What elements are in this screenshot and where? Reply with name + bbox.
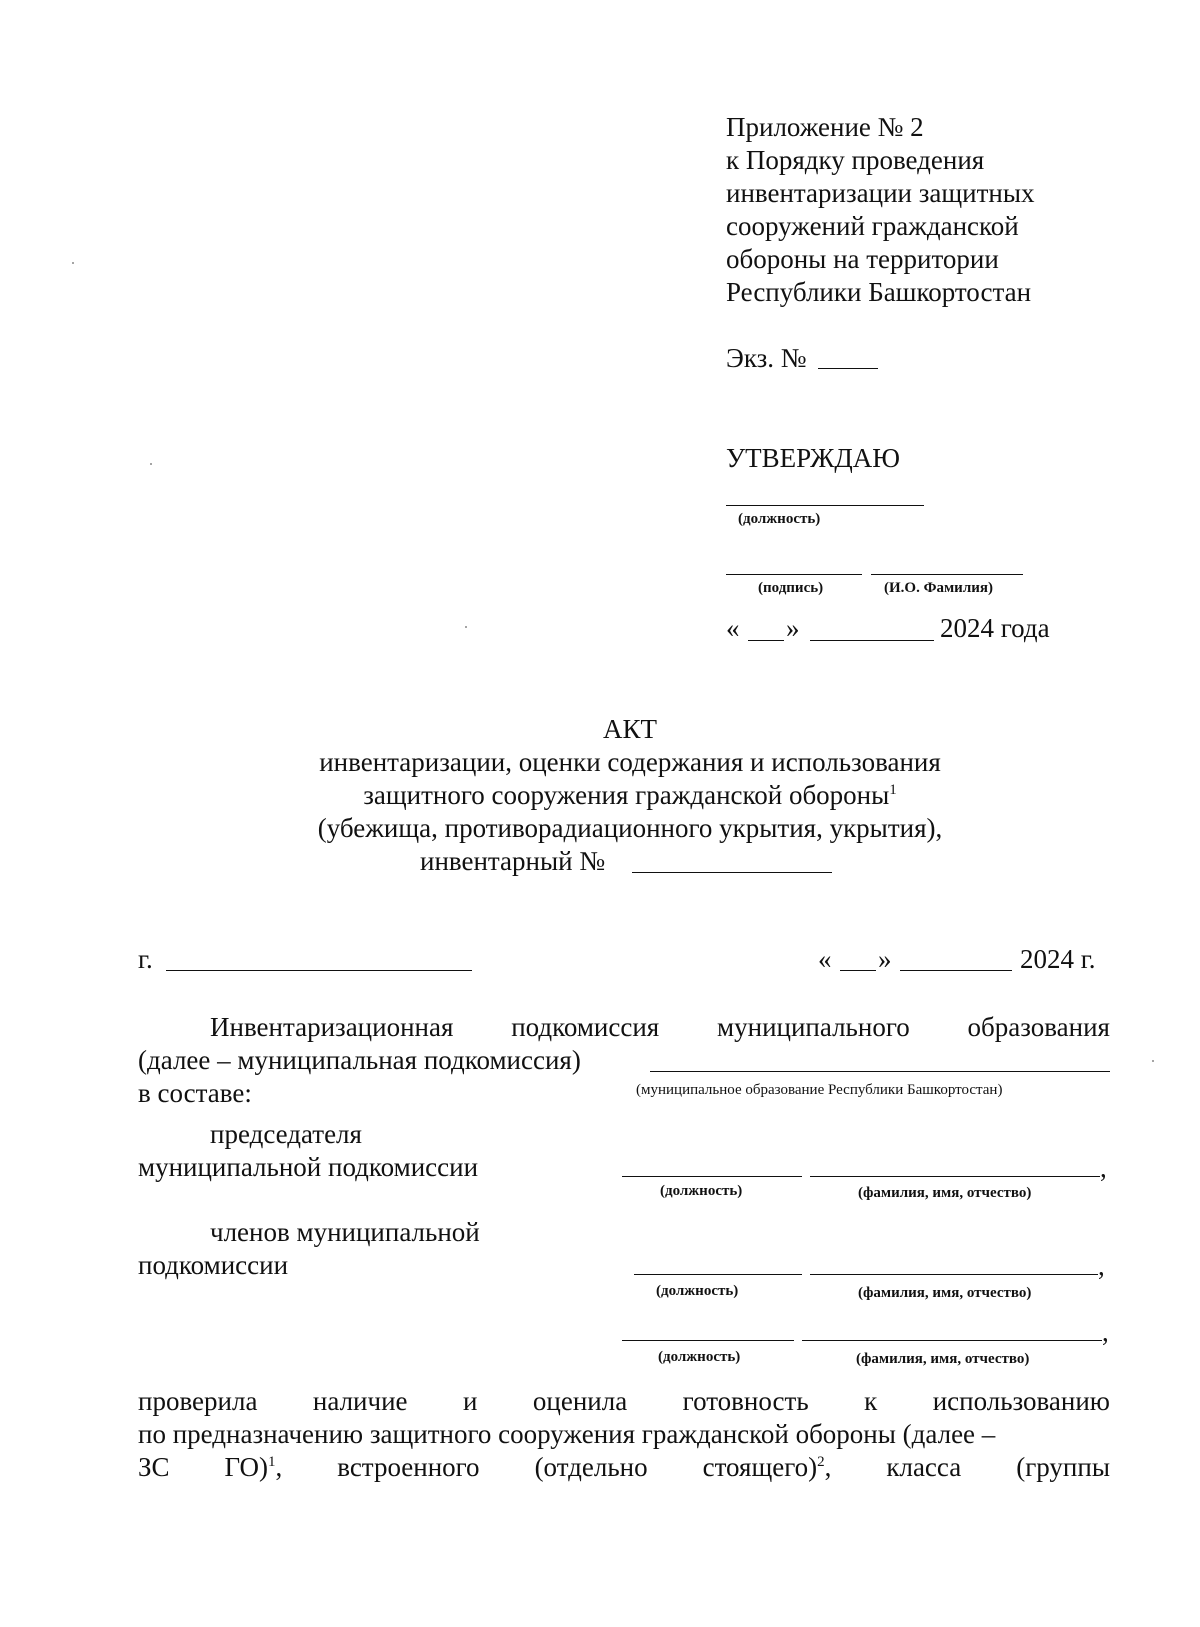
word: ЗС <box>138 1452 170 1482</box>
word-with-footnote <box>225 1451 283 1483</box>
punctuation: , <box>824 1452 832 1482</box>
appendix-line: инвентаризации защитных <box>726 178 1035 208</box>
footnote-marker: 1 <box>889 782 897 798</box>
scan-speck <box>150 463 152 465</box>
approver-name-field[interactable] <box>871 574 1023 575</box>
appendix-line: обороны на территории <box>726 244 999 274</box>
appendix-line: Приложение № 2 <box>726 112 924 142</box>
word-with-footnote <box>703 1451 832 1483</box>
doc-day-field[interactable] <box>840 970 876 971</box>
fio-caption: (фамилия, имя, отчество) <box>858 1185 1032 1201</box>
act-title-line: инвентаризации, оценки содержания и использования <box>319 747 941 777</box>
position-caption: (должность) <box>738 511 821 527</box>
member-fio-field[interactable] <box>810 1274 1098 1275</box>
act-title-text: защитного сооружения гражданской обороны <box>363 780 890 810</box>
member-position-field[interactable] <box>634 1274 802 1275</box>
word: оценила <box>532 1386 628 1416</box>
scan-speck <box>1152 1060 1154 1062</box>
members-label: подкомиссии <box>138 1250 289 1280</box>
word: (группы <box>1016 1452 1110 1482</box>
chairman-position-field[interactable] <box>622 1176 802 1177</box>
comma: , <box>1100 1153 1107 1183</box>
word: стоящего) <box>702 1452 818 1482</box>
word: подкомиссия <box>511 1012 660 1042</box>
position-caption: (должность) <box>660 1183 743 1199</box>
members-label: членов муниципальной <box>210 1217 480 1247</box>
chairman-fio-field[interactable] <box>810 1176 1100 1177</box>
approval-month-field[interactable] <box>810 640 934 641</box>
member-fio-field[interactable] <box>802 1340 1102 1341</box>
word: наличие <box>312 1386 408 1416</box>
chairman-label: муниципальной подкомиссии <box>138 1152 479 1182</box>
word: (отдельно <box>534 1452 648 1482</box>
act-title-line <box>0 779 1200 811</box>
paragraph-line <box>138 1385 1110 1417</box>
doc-date-close: » <box>878 944 892 974</box>
word: класса <box>886 1452 962 1482</box>
scan-speck <box>72 262 74 264</box>
paragraph-line: по предназначению защитного сооружения гражданской обороны (далее – <box>138 1419 996 1449</box>
scan-speck <box>465 626 467 628</box>
approval-date-close: » <box>786 613 800 643</box>
paragraph-line: (далее – муниципальная подкомиссия) <box>138 1045 581 1075</box>
comma: , <box>1098 1251 1105 1281</box>
inventory-number-field[interactable] <box>632 872 832 873</box>
city-prefix: г. <box>138 944 153 974</box>
municipality-caption: (муниципальное образование Республики Башкортостан) <box>636 1082 1003 1098</box>
paragraph-line <box>210 1011 1110 1043</box>
municipality-field[interactable] <box>650 1071 1110 1072</box>
doc-year: 2024 г. <box>1020 944 1096 974</box>
approval-date-open: « <box>726 613 740 643</box>
paragraph-line: в составе: <box>138 1078 252 1108</box>
fio-caption: (фамилия, имя, отчество) <box>858 1285 1032 1301</box>
position-caption: (должность) <box>658 1349 741 1365</box>
appendix-line: сооружений гражданской <box>726 211 1019 241</box>
appendix-line: Республики Башкортостан <box>726 277 1032 307</box>
inventory-number-label: инвентарный № <box>420 846 606 876</box>
doc-date-open: « <box>818 944 832 974</box>
fio-caption: (фамилия, имя, отчество) <box>856 1351 1030 1367</box>
appendix-line: к Порядку проведения <box>726 145 985 175</box>
copy-number-field[interactable] <box>818 368 878 369</box>
approval-day-field[interactable] <box>748 640 784 641</box>
approval-year: 2024 года <box>940 613 1050 643</box>
word: муниципального <box>717 1012 910 1042</box>
doc-month-field[interactable] <box>900 970 1012 971</box>
copy-number-label: Экз. № <box>726 343 807 373</box>
paragraph-line <box>138 1451 1110 1483</box>
word: готовность <box>682 1386 809 1416</box>
chairman-label: председателя <box>210 1119 362 1149</box>
footnote-marker: 1 <box>267 1454 276 1470</box>
word: к <box>864 1386 878 1416</box>
signature-caption: (подпись) <box>758 580 824 596</box>
approver-signature-field[interactable] <box>726 574 862 575</box>
member-position-field[interactable] <box>622 1340 794 1341</box>
comma: , <box>1102 1317 1109 1347</box>
word: встроенного <box>337 1452 480 1482</box>
word: использованию <box>932 1386 1110 1416</box>
name-caption: (И.О. Фамилия) <box>884 580 993 596</box>
city-field[interactable] <box>166 970 472 971</box>
word: Инвентаризационная <box>210 1012 454 1042</box>
approval-heading: УТВЕРЖДАЮ <box>726 443 901 473</box>
word: и <box>462 1386 478 1416</box>
approver-position-field[interactable] <box>726 505 924 506</box>
position-caption: (должность) <box>656 1283 739 1299</box>
act-title: АКТ <box>603 714 657 744</box>
word: проверила <box>138 1386 258 1416</box>
punctuation: , <box>275 1452 283 1482</box>
footnote-marker: 2 <box>817 1454 825 1470</box>
word: образования <box>967 1012 1110 1042</box>
act-title-line: (убежища, противорадиационного укрытия, укрытия), <box>317 813 943 843</box>
word: ГО) <box>224 1452 268 1482</box>
